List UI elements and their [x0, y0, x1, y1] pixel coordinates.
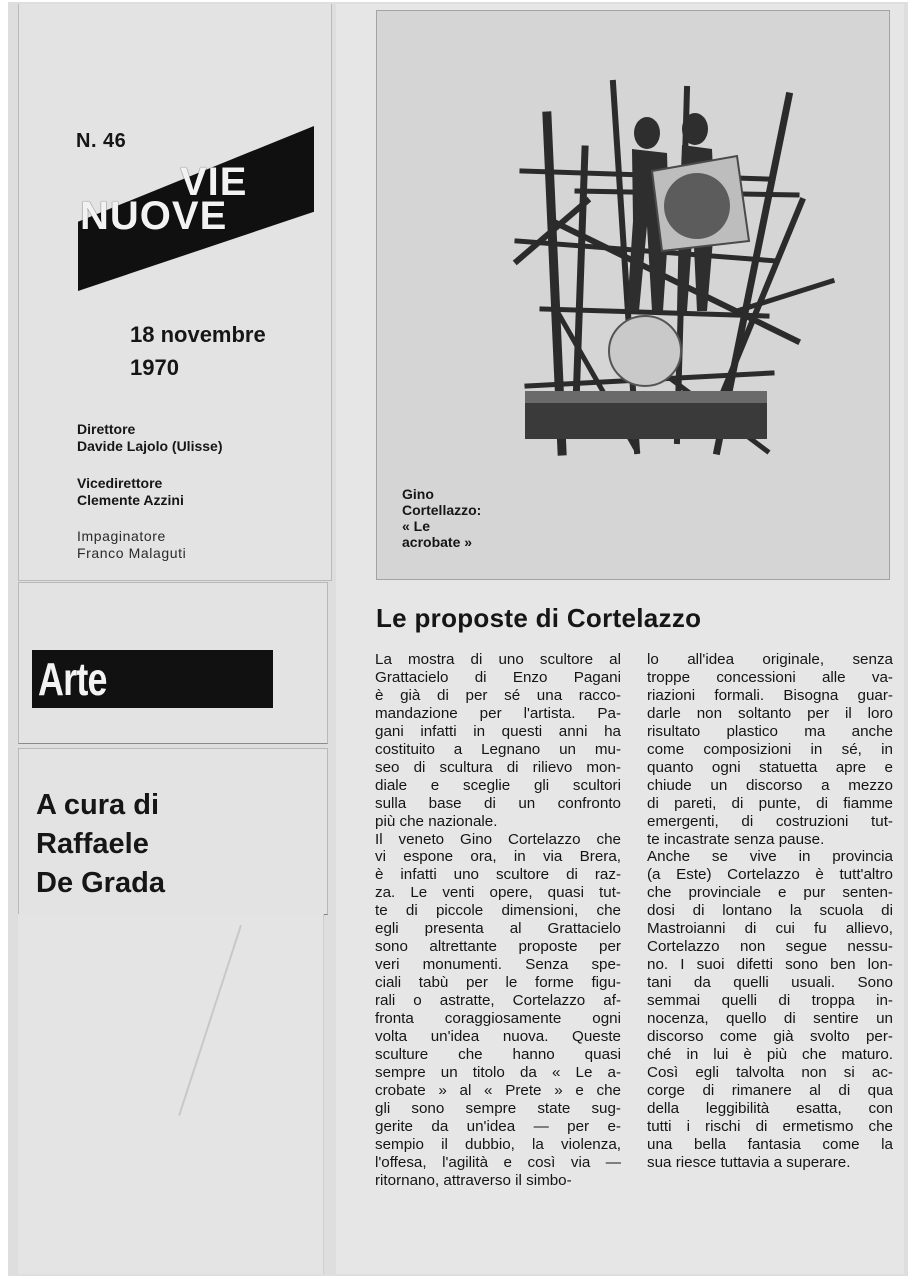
article-text-line: sua riesce tuttavia a superare. — [647, 1153, 851, 1171]
article-text-line: seo di scultura di rilievo mon- — [375, 758, 621, 776]
article-text-line: za. Le venti opere, quasi tut- — [375, 884, 621, 902]
caption-line: Cortellazzo: — [402, 502, 482, 518]
issue-number: N. 46 — [76, 130, 127, 152]
author-credit — [36, 786, 165, 903]
article-text-line: corge di rimanere al di qua — [647, 1081, 893, 1099]
sculpture-disc-cutout — [664, 173, 730, 239]
article-text-line: gani infatti in questi anni ha — [375, 722, 621, 740]
article-text-line: una bella fantasia come la — [647, 1135, 893, 1153]
issue-date-year: 1970 — [130, 355, 179, 380]
acrobat-head — [634, 117, 660, 149]
article-text-line: risultato plastico ma anche — [647, 722, 893, 740]
article-text-line: rali o astratte, Cortelazzo af- — [375, 992, 621, 1010]
staff-director — [77, 421, 222, 455]
article-text-line: come composizioni in sé, in — [647, 740, 893, 758]
article-text-line: volta un'idea nuova. Queste — [375, 1028, 621, 1046]
article-text-line: sulla base di un confronto — [375, 794, 621, 812]
article-text-line: Il veneto Gino Cortelazzo che — [375, 830, 621, 848]
article-text-line: lo all'idea originale, senza — [647, 651, 893, 668]
staff-name: Davide Lajolo (Ulisse) — [77, 438, 223, 454]
article-column-1 — [375, 651, 621, 1190]
article-text-line: te incastrate senza pause. — [647, 830, 825, 848]
photo-caption — [402, 486, 481, 550]
article-text-line: chiude un discorso a mezzo — [647, 776, 893, 794]
article-headline: Le proposte di Cortelazzo — [376, 603, 702, 633]
staff-role: Impaginatore — [77, 528, 166, 544]
staff-name: Franco Malaguti — [77, 545, 187, 561]
article-text-line: è già di per sé una racco- — [375, 686, 621, 704]
caption-line: acrobate » — [402, 534, 473, 550]
article-column-2 — [647, 651, 893, 1172]
article-text-line: vi espone ora, in via Brera, — [375, 848, 621, 866]
article-text-line: troppe concessioni alle va- — [647, 668, 893, 686]
article-text-line: gerite da un'idea — per e- — [375, 1117, 621, 1135]
article-text-line: Così egli talvolta non si ac- — [647, 1063, 893, 1081]
article-text-line: Mastroianni di cui fu allievo, — [647, 920, 893, 938]
article-text-line: l'offesa, l'agilità e così via — — [375, 1153, 621, 1171]
article-text-line: egli presenta al Grattacielo — [375, 920, 621, 938]
article-text-line: Anche se vive in provincia — [647, 848, 893, 866]
article-text-line: ciali tabù per le forme figu- — [375, 974, 621, 992]
article-text-line: no. I suoi difetti sono ben lon- — [647, 956, 893, 974]
acrobat-head — [682, 113, 708, 145]
masthead-logo-vie: VIE — [180, 160, 248, 204]
article-text-line: sempio il dubbio, la violenza, — [375, 1135, 621, 1153]
masthead-logo-nuove: NUOVE — [80, 194, 228, 238]
staff-role: Vicedirettore — [77, 475, 163, 491]
article-text-line: dosi di lontano la scuola di — [647, 902, 893, 920]
article-text-line: riazioni formali. Bisogna guar- — [647, 686, 893, 704]
article-text-line: quanto ogni statuetta apre e — [647, 758, 893, 776]
article-text-line: sono altrettante proposte per — [375, 938, 621, 956]
article-text-line: più che nazionale. — [375, 812, 498, 830]
section-label: Arte — [38, 653, 107, 705]
article-text-line: Grattacielo di Enzo Pagani — [375, 668, 621, 686]
article-text-line: semmai quelli di troppa in- — [647, 992, 893, 1010]
article-text-line: tani da quelli usuali. Sono — [647, 974, 893, 992]
author-credit-line: A cura di — [36, 789, 160, 821]
staff-name: Clemente Azzini — [77, 492, 184, 508]
article-text-line: ché in lui è più che maturo. — [647, 1045, 893, 1063]
sculpture-base-top — [525, 391, 767, 403]
article-text-line: di pareti, di punte, di fiamme — [647, 794, 893, 812]
article-text-line: mandazione per l'artista. Pa- — [375, 704, 621, 722]
article-text-line: che provinciale e pur senten- — [647, 884, 893, 902]
article-text-line: della leggibilità esatta, con — [647, 1099, 893, 1117]
staff-role: Direttore — [77, 421, 136, 437]
article-text-line: nocenza, quello di sentire un — [647, 1010, 893, 1028]
blank-clipping — [18, 914, 324, 1274]
staff-vicedirector — [77, 475, 184, 509]
article-text-line: sempre un titolo da « Le a- — [375, 1063, 621, 1081]
staff-layout-editor — [77, 528, 186, 562]
article-text-line: gli sono sempre state sug- — [375, 1099, 621, 1117]
article-text-line: (a Este) Cortelazzo è tutt'altro — [647, 866, 893, 884]
article-text-line: La mostra di uno scultore al — [375, 651, 621, 668]
author-last-name: De Grada — [36, 867, 165, 899]
article-text-line: darle non soltanto per il loro — [647, 704, 893, 722]
caption-line: « Le — [402, 518, 431, 534]
article-text-line: fronta coraggiosamente ogni — [375, 1010, 621, 1028]
article-text-line: te di piccole dimensioni, che — [375, 902, 621, 920]
author-first-name: Raffaele — [36, 828, 149, 860]
article-text-line: emergenti, di costruzioni tut- — [647, 812, 893, 830]
article-text-line: Cortelazzo non segue nessu- — [647, 938, 893, 956]
article-text-line: discorso come già svolto per- — [647, 1028, 893, 1046]
article-text-line: crobate » al « Prete » e che — [375, 1081, 621, 1099]
article-text-line: veri monumenti. Senza spe- — [375, 956, 621, 974]
article-text-line: diale e sceglie gli scultori — [375, 776, 621, 794]
article-text-line: sculture che hanno quasi — [375, 1045, 621, 1063]
issue-date — [130, 318, 266, 384]
article-text-line: costituito a Legnano un mu- — [375, 740, 621, 758]
sculpture-sphere — [609, 316, 681, 386]
article-text-line: ritornano, attraverso il simbo- — [375, 1171, 572, 1189]
article-text-line: tutti i rischi di ermetismo che — [647, 1117, 893, 1135]
caption-line: Gino — [402, 486, 434, 502]
issue-date-day-month: 18 novembre — [130, 322, 266, 347]
article-text-line: è infatti uno scultore di raz- — [375, 866, 621, 884]
